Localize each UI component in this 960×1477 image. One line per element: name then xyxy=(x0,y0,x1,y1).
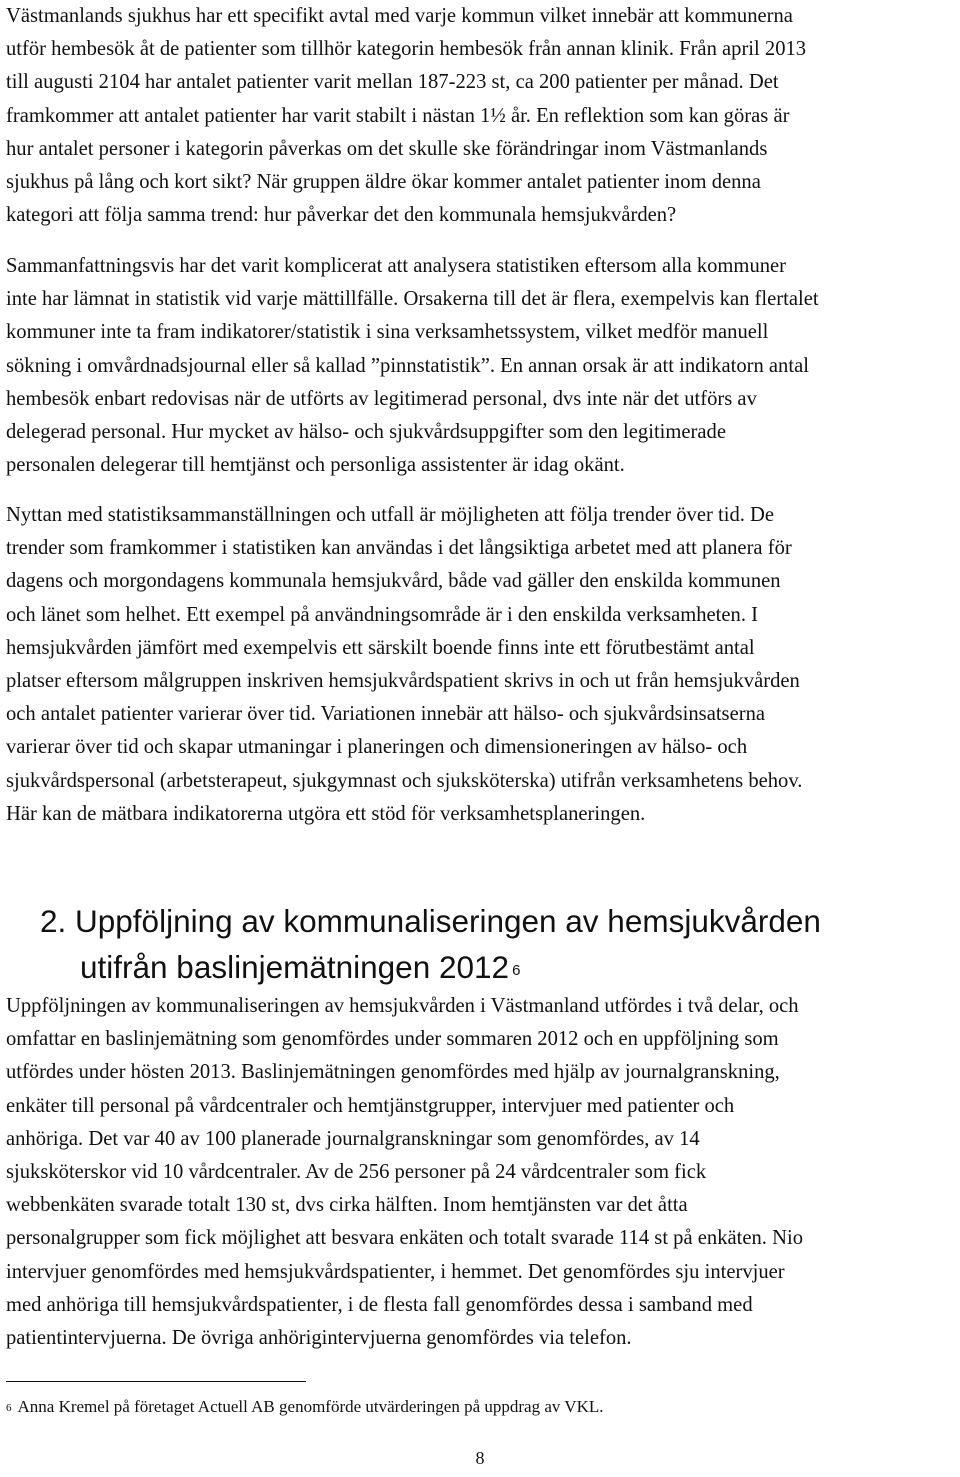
footnote xyxy=(6,1395,604,1419)
footnote-marker: 6 xyxy=(6,1402,12,1414)
paragraph-nyttan xyxy=(6,499,956,831)
text-line: hemsjukvården jämfört med exempelvis ett särskilt boende finns inte ett förutbestämt antal xyxy=(6,636,755,659)
text-line: patientintervjuerna. De övriga anhörigintervjuerna genomfördes via telefon. xyxy=(6,1327,632,1350)
text-line: personalgrupper som fick möjlighet att besvara enkäten och totalt svarade 114 st på enkäten. Nio xyxy=(6,1227,803,1250)
text-line: kommuner inte ta fram indikatorer/statistik i sina verksamhetssystem, vilket medför manuell xyxy=(6,321,769,344)
text-line: personalen delegerar till hemtjänst och personliga assistenter är idag okänt. xyxy=(6,454,625,477)
text-line: sjukvårdspersonal (arbetsterapeut, sjukgymnast och sjuksköterska) utifrån verksamhetens behov. xyxy=(6,769,803,792)
footnote-divider xyxy=(6,1381,306,1382)
text-line: utfördes under hösten 2013. Baslinjemätningen genomfördes med hjälp av journalgranskning, xyxy=(6,1061,780,1084)
text-line: Sammanfattningsvis har det varit komplicerat att analysera statistiken eftersom alla kommuner xyxy=(6,255,787,277)
page-number: 8 xyxy=(475,1448,485,1468)
footnote-text: Anna Kremel på företaget Actuell AB genomförde utvärderingen på uppdrag av VKL. xyxy=(17,1397,604,1416)
text-line: omfattar en baslinjemätning som genomfördes under sommaren 2012 och en uppföljning som xyxy=(6,1028,779,1051)
text-line: och antalet patienter varierar över tid. Variationen innebär att hälso- och sjukvårdsinsatserna xyxy=(6,703,766,726)
section-heading-line-2-text: utifrån baslinjemätningen 2012 xyxy=(80,949,510,985)
section-heading-line-1: 2. Uppföljning av kommunaliseringen av hemsjukvården xyxy=(40,903,821,939)
text-line: Uppföljningen av kommunaliseringen av hemsjukvården i Västmanland utfördes i två delar, och xyxy=(6,995,799,1017)
text-line: sökning i omvårdnadsjournal eller så kallad ”pinnstatistik”. En annan orsak är att indikatorn antal xyxy=(6,354,809,377)
text-line: sjukhus på lång och kort sikt? När gruppen äldre ökar kommer antalet patienter inom denna xyxy=(6,171,761,194)
text-line: anhöriga. Det var 40 av 100 planerade journalgranskningar som genomfördes, av 14 xyxy=(6,1127,700,1150)
text-line: till augusti 2104 har antalet patienter varit mellan 187-223 st, ca 200 patienter per månad. Det xyxy=(6,71,779,94)
footnote-reference[interactable]: 6 xyxy=(512,962,521,979)
text-line: delegerad personal. Hur mycket av hälso- och sjukvårdsuppgifter som den legitimerade xyxy=(6,421,726,444)
text-line: Västmanlands sjukhus har ett specifikt avtal med varje kommun vilket innebär att kommunerna xyxy=(6,5,793,27)
text-line: med anhöriga till hemsjukvårdspatienter, i de flesta fall genomfördes dessa i samband med xyxy=(6,1293,753,1316)
text-line: hembesök enbart redovisas när de utförts av legitimerad personal, dvs inte när det utförs av xyxy=(6,387,757,410)
text-line: och länet som helhet. Ett exempel på användningsområde är i den enskilda verksamheten. I xyxy=(6,603,758,626)
text-line: webbenkäten svarade totalt 130 st, dvs cirka hälften. Inom hemtjänsten var det åtta xyxy=(6,1194,688,1217)
text-line: intervjuer genomfördes med hemsjukvårdspatienter, i hemmet. Det genomfördes sju intervjuer xyxy=(6,1260,785,1283)
text-line: enkäter till personal på vårdcentraler och hemtjänstgrupper, intervjuer med patienter och xyxy=(6,1094,735,1117)
text-line: dagens och morgondagens kommunala hemsjukvård, både vad gäller den enskilda kommunen xyxy=(6,570,781,593)
text-line: Nyttan med statistiksammanställningen och utfall är möjligheten att följa trender över tid. De xyxy=(6,504,775,526)
text-line: framkommer att antalet patienter har varit stabilt i nästan 1½ år. En reflektion som kan göras är xyxy=(6,104,790,127)
paragraph-sammanfattning xyxy=(6,250,956,482)
paragraph-uppfoljning xyxy=(6,990,956,1355)
section-heading-line-2 xyxy=(40,944,821,990)
text-line: platser eftersom målgruppen inskriven hemsjukvårdspatient skrivs in och ut från hemsjukvården xyxy=(6,670,800,693)
text-line: varierar över tid och skapar utmaningar i planeringen och dimensioneringen av hälso- och xyxy=(6,736,748,759)
text-line: kategori att följa samma trend: hur påverkar det den kommunala hemsjukvården? xyxy=(6,204,677,227)
text-line: trender som framkommer i statistiken kan användas i det långsiktiga arbetet med att planera för xyxy=(6,537,792,560)
text-line: Här kan de mätbara indikatorerna utgöra ett stöd för verksamhetsplaneringen. xyxy=(6,802,646,825)
text-line: sjuksköterskor vid 10 vårdcentraler. Av de 256 personer på 24 vårdcentraler som fick xyxy=(6,1161,707,1184)
section-heading xyxy=(40,898,821,990)
text-line: utför hembesök åt de patienter som tillhör kategorin hembesök från annan klinik. Från april 2013 xyxy=(6,38,807,61)
text-line: hur antalet personer i kategorin påverkas om det skulle ske förändringar inom Västmanlands xyxy=(6,137,768,160)
paragraph-hembesok-annan-klinik xyxy=(6,0,956,232)
text-line: inte har lämnat in statistik vid varje mättillfälle. Orsakerna till det är flera, exempelvis kan flertalet xyxy=(6,288,819,311)
